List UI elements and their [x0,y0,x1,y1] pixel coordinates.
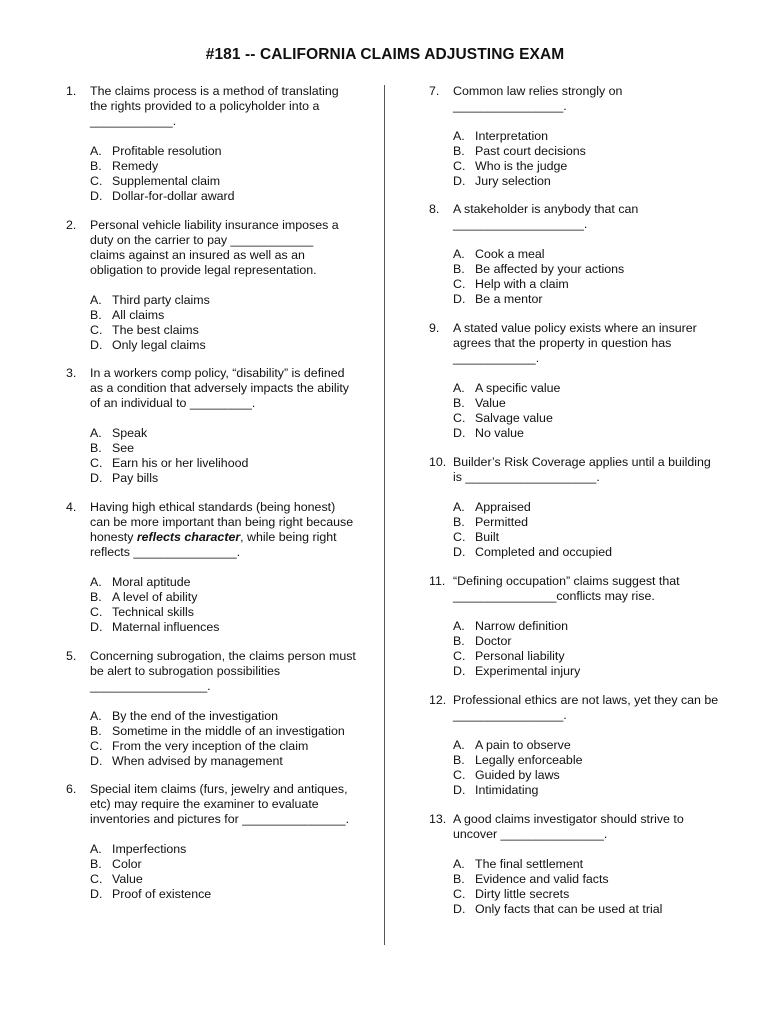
question-line: ____________. [453,351,540,365]
option-d: D. Maternal influences [90,620,220,634]
option-d: D. Be a mentor [453,292,543,306]
option-d: D. Proof of existence [90,887,212,901]
option-d: D. Dollar-for-dollar award [90,189,235,203]
option-a: A. Moral aptitude [90,575,191,589]
question-line: Common law relies strongly on [453,84,623,98]
option-c: C. Built [453,530,500,544]
option-c: C. From the very inception of the claim [90,739,309,753]
question-line: In a workers comp policy, “disability” is defined [90,366,345,380]
option-b: B. Past court decisions [453,144,586,158]
options-list [453,619,729,679]
question-line: The claims process is a method of translating [90,84,339,98]
question-7 [429,84,729,189]
question-number: 2. [66,218,77,232]
question-text [453,693,729,798]
question-line: _________________. [90,679,211,693]
option-c: C. Supplemental claim [90,174,221,188]
option-c: C. The best claims [90,323,199,337]
option-b: B. Permitted [453,515,529,529]
question-line: inventories and pictures for _______________. [90,812,350,826]
options-list [453,500,729,560]
question-text [90,84,366,204]
question-13 [429,812,729,917]
option-d: D. Only legal claims [90,338,206,352]
option-d: D. No value [453,426,524,440]
question-number: 6. [66,782,77,796]
question-number: 8. [429,202,440,216]
question-number: 10. [429,455,447,469]
question-line: can be more important than being right because [90,515,354,529]
options-list [90,842,366,902]
option-b: B. Evidence and valid facts [453,872,609,886]
question-number: 9. [429,321,440,335]
question-4 [66,500,366,635]
option-d: D. Experimental injury [453,664,581,678]
question-number: 3. [66,366,77,380]
options-list [453,381,729,441]
question-line: ___________________. [453,217,588,231]
options-list [453,247,729,307]
option-a: A. Speak [90,426,148,440]
options-list [453,738,729,798]
question-line: Builder’s Risk Coverage applies until a building [453,455,711,469]
options-list [90,575,366,635]
question-12 [429,693,729,798]
options-list [90,293,366,353]
option-d: D. Jury selection [453,174,551,188]
option-b: B. Legally enforceable [453,753,583,767]
question-text [90,218,366,353]
question-line: etc) may require the examiner to evaluate [90,797,319,811]
question-line: A good claims investigator should strive to [453,812,684,826]
question-5 [66,649,366,769]
column-divider [384,85,385,945]
option-a: A. A pain to observe [453,738,571,752]
question-line: ________________. [453,708,567,722]
option-b: B. See [90,441,135,455]
question-8 [429,202,729,307]
question-number: 4. [66,500,77,514]
option-a: A. Profitable resolution [90,144,222,158]
question-line: ________________. [453,99,567,113]
option-a: A. Imperfections [90,842,187,856]
question-line: Having high ethical standards (being honest) [90,500,336,514]
emphasis-text: reflects character [136,530,241,544]
question-line: duty on the carrier to pay ____________ [90,233,314,247]
option-c: C. Earn his or her livelihood [90,456,249,470]
option-d: D. Only facts that can be used at trial [453,902,663,916]
question-line: Personal vehicle liability insurance imposes a [90,218,339,232]
question-line: of an individual to _________. [90,396,256,410]
question-number: 7. [429,84,440,98]
question-line: _______________conflicts may rise. [453,589,655,603]
option-a: A. The final settlement [453,857,584,871]
question-text [453,812,729,917]
question-line: A stated value policy exists where an insurer [453,321,697,335]
option-b: B. Remedy [90,159,159,173]
option-b: B. All claims [90,308,165,322]
option-a: A. By the end of the investigation [90,709,279,723]
question-line: ____________. [90,114,177,128]
question-text [90,649,366,769]
option-b: B. Value [453,396,506,410]
question-line: uncover _______________. [453,827,608,841]
option-b: B. Be affected by your actions [453,262,625,276]
question-line: obligation to provide legal representation. [90,263,317,277]
question-text [453,455,729,560]
option-a: A. Cook a meal [453,247,545,261]
question-line: claims against an insured as well as an [90,248,305,262]
question-line: “Defining occupation” claims suggest that [453,574,680,588]
question-text [90,500,366,635]
question-9 [429,321,729,441]
option-d: D. Intimidating [453,783,539,797]
option-d: D. Pay bills [90,471,159,485]
option-d: D. Completed and occupied [453,545,613,559]
option-a: A. A specific value [453,381,561,395]
question-line: be alert to subrogation possibilities [90,664,281,678]
options-list [453,857,729,917]
question-number: 13. [429,812,447,826]
question-1 [66,84,366,204]
question-number: 12. [429,693,447,707]
question-3 [66,366,366,486]
question-line: reflects _______________. [90,545,241,559]
option-b: B. Sometime in the middle of an investigation [90,724,345,738]
option-c: C. Personal liability [453,649,565,663]
question-line: agrees that the property in question has [453,336,672,350]
question-line: the rights provided to a policyholder into a [90,99,320,113]
question-number: 1. [66,84,77,98]
question-number: 5. [66,649,77,663]
question-line: is ___________________. [453,470,600,484]
option-b: B. A level of ability [90,590,198,604]
question-line: as a condition that adversely impacts the ability [90,381,349,395]
question-text [453,202,729,307]
options-list [90,709,366,769]
option-c: C. Salvage value [453,411,553,425]
question-text [453,574,729,679]
question-6 [66,782,366,902]
option-c: C. Who is the judge [453,159,568,173]
question-line: Concerning subrogation, the claims person must [90,649,356,663]
question-10 [429,455,729,560]
option-c: C. Help with a claim [453,277,569,291]
exam-title: #181 -- CALIFORNIA CLAIMS ADJUSTING EXAM [205,46,565,63]
option-a: A. Interpretation [453,129,549,143]
option-c: C. Technical skills [90,605,194,619]
options-list [90,144,366,204]
question-line: A stakeholder is anybody that can [453,202,639,216]
option-c: C. Dirty little secrets [453,887,570,901]
question-line: honesty reflects character, while being right [90,530,337,544]
option-d: D. When advised by management [90,754,283,768]
option-b: B. Doctor [453,634,512,648]
question-text [90,366,366,486]
option-c: C. Guided by laws [453,768,560,782]
option-a: A. Narrow definition [453,619,568,633]
question-11 [429,574,729,679]
option-a: A. Third party claims [90,293,210,307]
question-text [453,84,729,189]
question-line: Special item claims (furs, jewelry and antiques, [90,782,348,796]
option-c: C. Value [90,872,143,886]
option-a: A. Appraised [453,500,531,514]
option-b: B. Color [90,857,142,871]
options-list [453,129,729,189]
question-number: 11. [429,574,446,588]
question-line: Professional ethics are not laws, yet they can be [453,693,719,707]
question-text [90,782,366,902]
options-list [90,426,366,486]
question-2 [66,218,366,353]
question-text [453,321,729,441]
